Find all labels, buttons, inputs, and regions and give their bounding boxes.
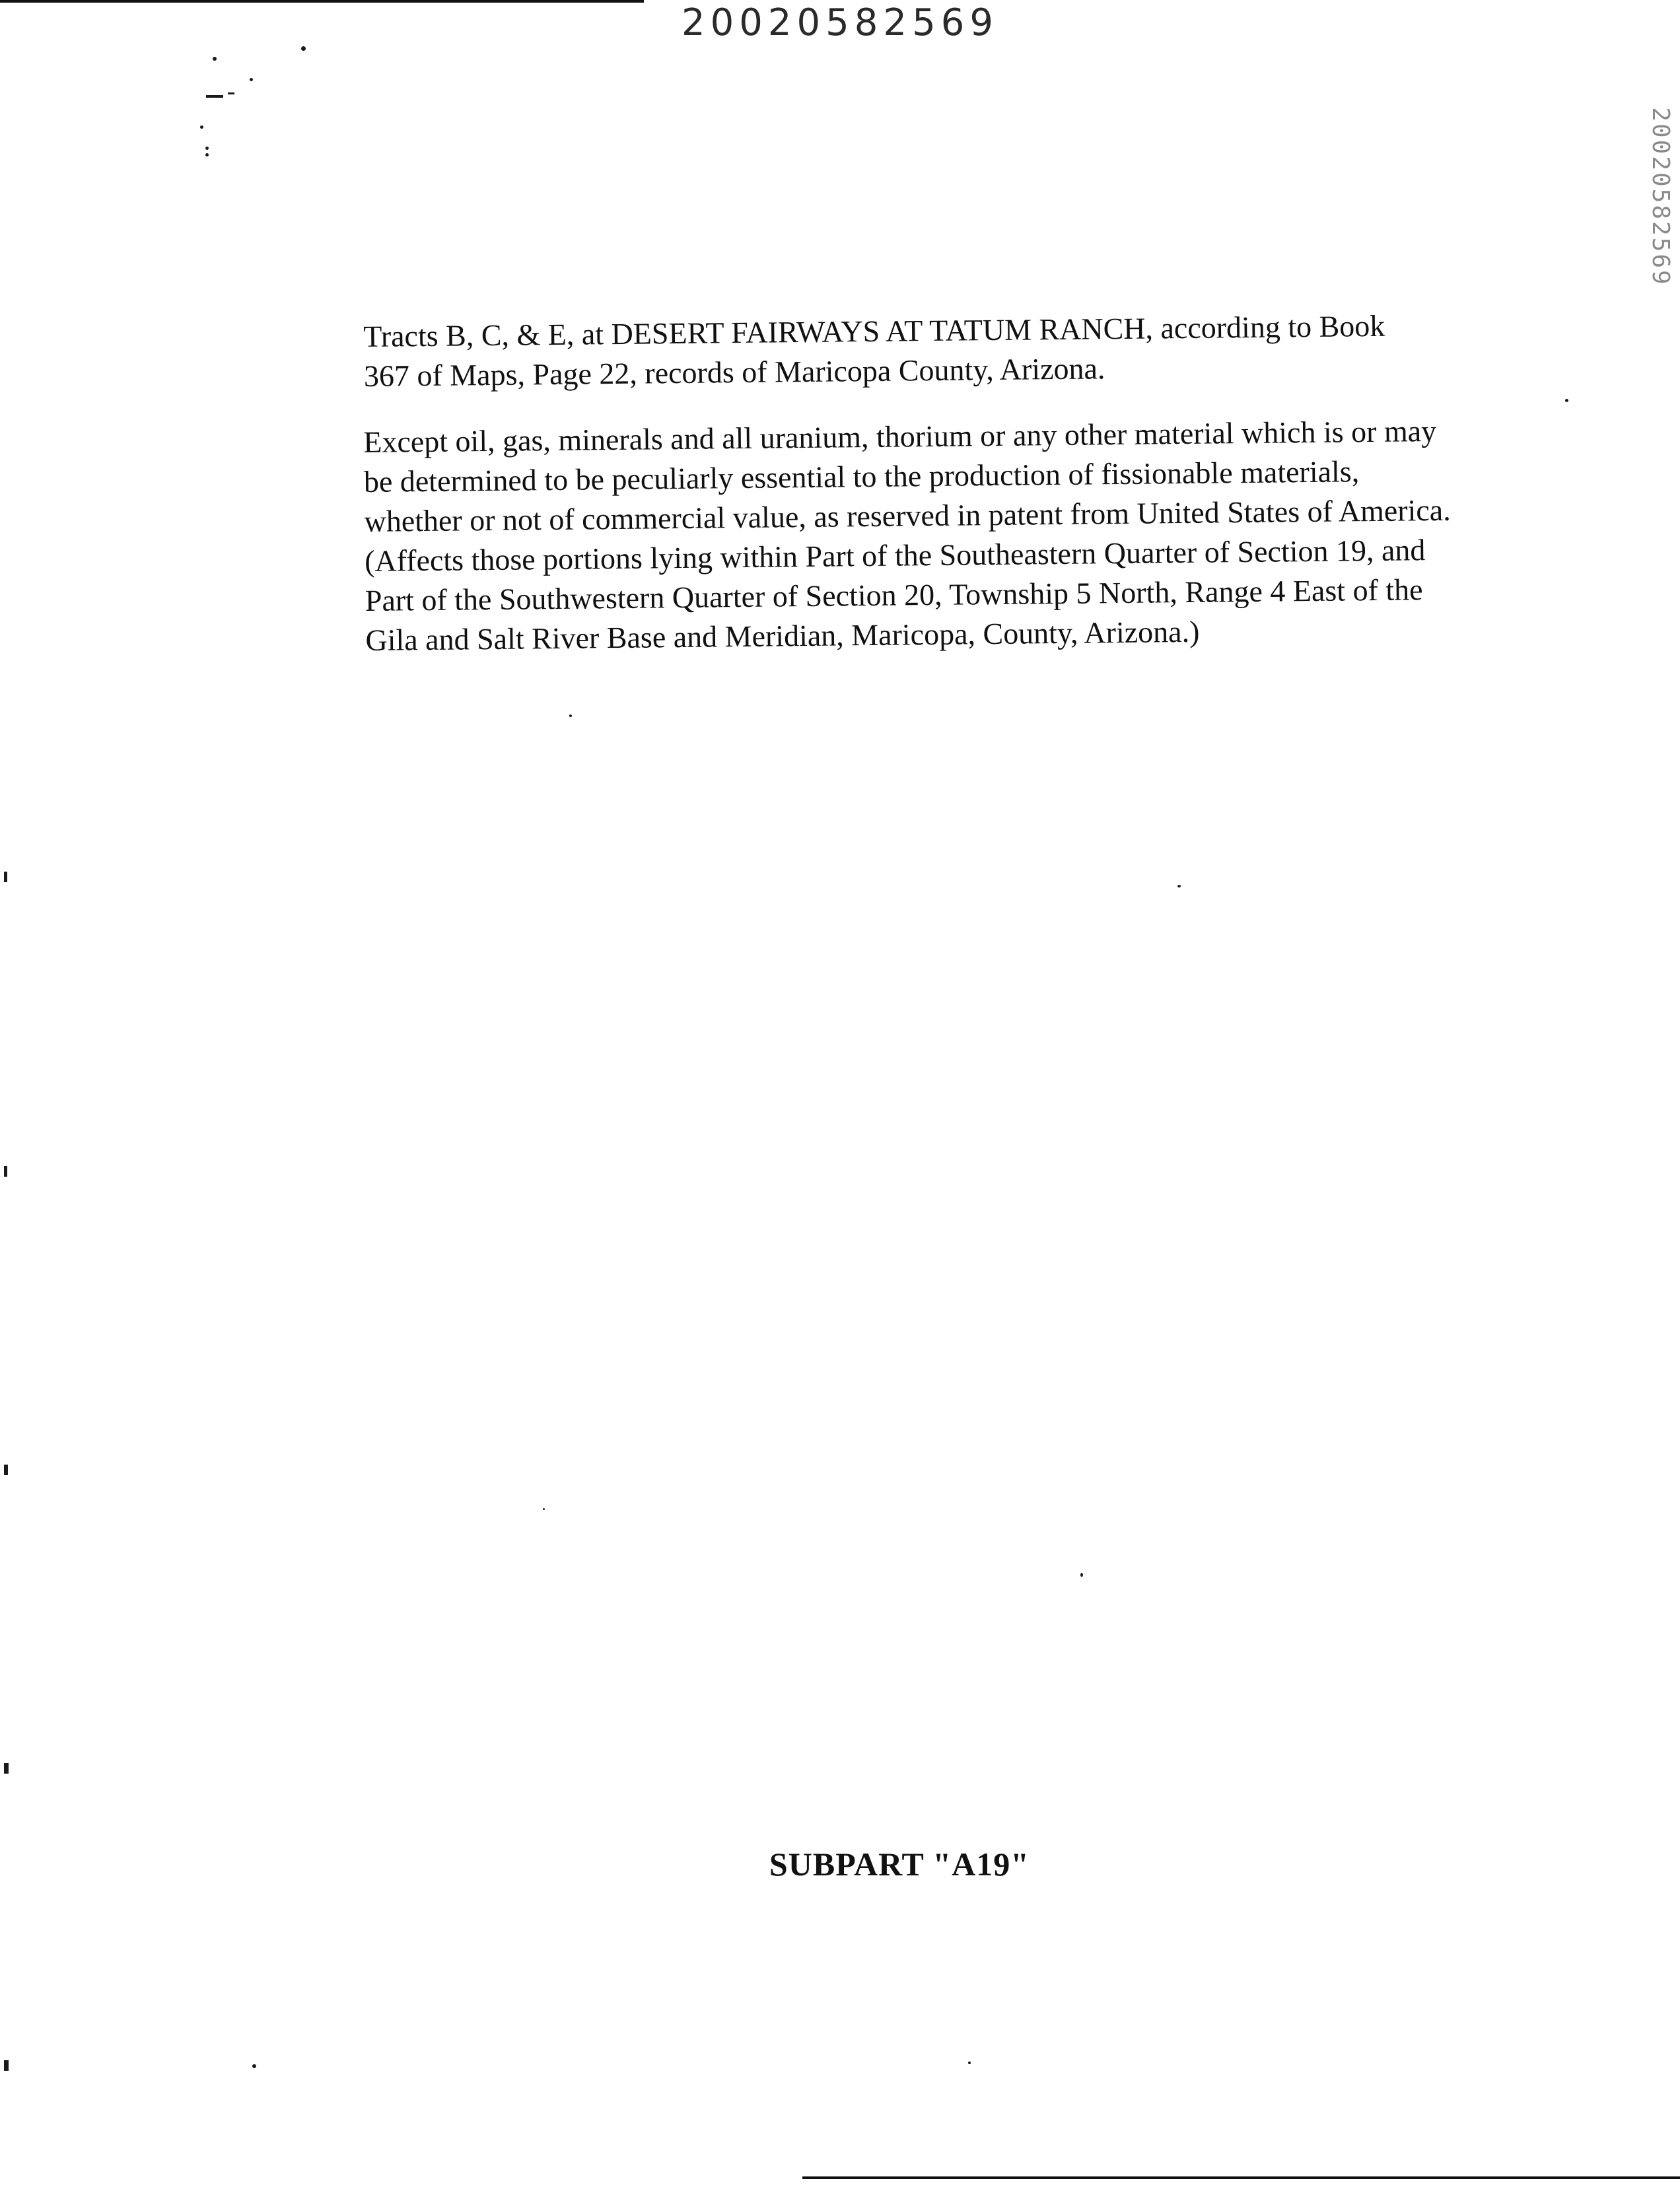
scan-speck — [205, 153, 209, 156]
scan-mark — [4, 1465, 8, 1475]
scan-speck — [1080, 1573, 1083, 1577]
paragraph-2-line: Gila and Salt River Base and Meridian, Maricopa, County, Arizona.) — [365, 614, 1200, 657]
scan-mark — [4, 1763, 9, 1774]
scan-speck — [200, 125, 203, 129]
side-stamp: 20020582569 — [1647, 107, 1674, 287]
scan-speck — [252, 2064, 256, 2068]
scan-mark — [4, 872, 7, 882]
paragraph-2-line: Except oil, gas, minerals and all uranium, thorium or any other material which is or may — [363, 413, 1437, 459]
scan-speck — [569, 714, 572, 717]
subpart-label: SUBPART "A19" — [769, 1846, 1030, 1883]
scan-speck — [543, 1508, 545, 1510]
scan-speck — [1177, 885, 1181, 887]
scan-speck — [205, 147, 209, 150]
paragraph-2-line: Part of the Southwestern Quarter of Section 20, Township 5 North, Range 4 East of the — [365, 573, 1423, 617]
legal-description-paragraph-1 — [363, 306, 1460, 396]
scan-speck — [301, 46, 306, 51]
scan-mark — [4, 1166, 7, 1177]
legal-description-paragraph-2 — [363, 411, 1462, 660]
scan-speck — [1565, 399, 1568, 402]
paragraph-1-line: Tracts B, C, & E, at DESERT FAIRWAYS AT TATUM RANCH, according to Book — [363, 308, 1385, 353]
document-number: 20020582569 — [682, 1, 998, 44]
scan-mark — [206, 95, 223, 98]
paragraph-2-line: (Affects those portions lying within Part of the Southeastern Quarter of Section 19, and — [364, 533, 1426, 578]
scan-speck — [250, 78, 253, 81]
paragraph-1-line: 367 of Maps, Page 22, records of Maricopa County, Arizona. — [363, 351, 1105, 393]
paragraph-2-line: be determined to be peculiarly essential to the production of fissionable materials, — [363, 454, 1360, 499]
scan-speck — [968, 2062, 971, 2064]
bottom-rule — [802, 2176, 1680, 2179]
paragraph-2-line: whether or not of commercial value, as reserved in patent from United States of America. — [364, 493, 1451, 538]
scan-speck — [213, 57, 217, 61]
scan-mark — [4, 2060, 9, 2071]
scan-mark — [228, 92, 234, 94]
